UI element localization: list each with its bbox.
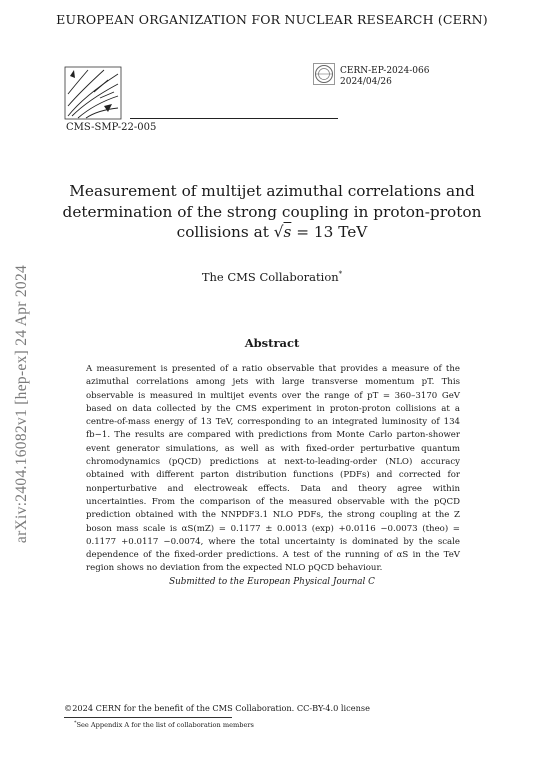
cern-logo-icon [313,63,335,85]
submission-note: Submitted to the European Physical Journal C [169,577,375,587]
title-line-3-prefix: collisions at [176,223,274,241]
header-rule [130,118,338,119]
title-line-2: determination of the strong coupling in proton-proton [62,202,482,221]
title-math-variable: s [283,223,292,241]
author-footnote-mark: * [338,270,343,279]
title-line-1: Measurement of multijet azimuthal correlations and [69,182,475,200]
organization-header: EUROPEAN ORGANIZATION FOR NUCLEAR RESEARCH (CERN) [56,12,488,27]
cern-report-id: CERN-EP-2024-066 [340,66,430,76]
footnote-mark: * [74,720,77,726]
footnote-text: See Appendix A for the list of collaboration members [76,721,254,730]
paper-title [60,181,484,243]
cern-report-date: 2024/04/26 [340,76,392,87]
cms-logo-icon [64,66,122,120]
abstract-heading: Abstract [244,336,300,350]
arxiv-identifier[interactable]: arXiv:2404.16082v1 [hep-ex] 24 Apr 2024 [13,264,30,544]
author-name: The CMS Collaboration [201,270,339,284]
footnote-rule [64,717,232,718]
title-line-3 [60,222,484,243]
footnote [74,720,254,729]
cern-report-block [340,66,429,87]
sqrt-sign: √ [273,223,284,241]
authors [0,270,544,284]
report-number: CMS-SMP-22-005 [66,122,157,133]
title-line-3-suffix: = 13 TeV [291,223,368,241]
copyright-notice: ©2024 CERN for the benefit of the CMS Collaboration. CC-BY-4.0 license [64,703,370,713]
abstract-body: A measurement is presented of a ratio observable that provides a measure of the azimuthal correlations among jets with large transverse momentum pT. This observable is measured in multijet events over the range of pT = 360–3170 GeV based on data collected by the CMS experiment in proton-proton collisions at a centre-of-mass energy of 13 TeV, corresponding to an integrated luminosity of 134 fb−1. The results are compared with predictions from Monte Carlo parton-shower event generator simulations, as well as with fixed-order perturbative quantum chromodynamics (pQCD) predictions at next-to-leading-order (NLO) accuracy obtained with different parton distribution functions (PDFs) and corrected for nonperturbative and electroweak effects. Data and theory agree within uncertainties. From the comparison of the measured observable with the pQCD prediction obtained with the NNPDF3.1 NLO PDFs, the strong coupling at the Z boson mass scale is αS(mZ) = 0.1177 ± 0.0013 (exp) +0.0116 −0.0073 (theo) = 0.1177 +0.0117 −0.0074, where the total uncertainty is dominated by the scale dependence of the fixed-order predictions. A test of the running of αS in the TeV region shows no deviation from the expected NLO pQCD behaviour. [86,364,460,574]
